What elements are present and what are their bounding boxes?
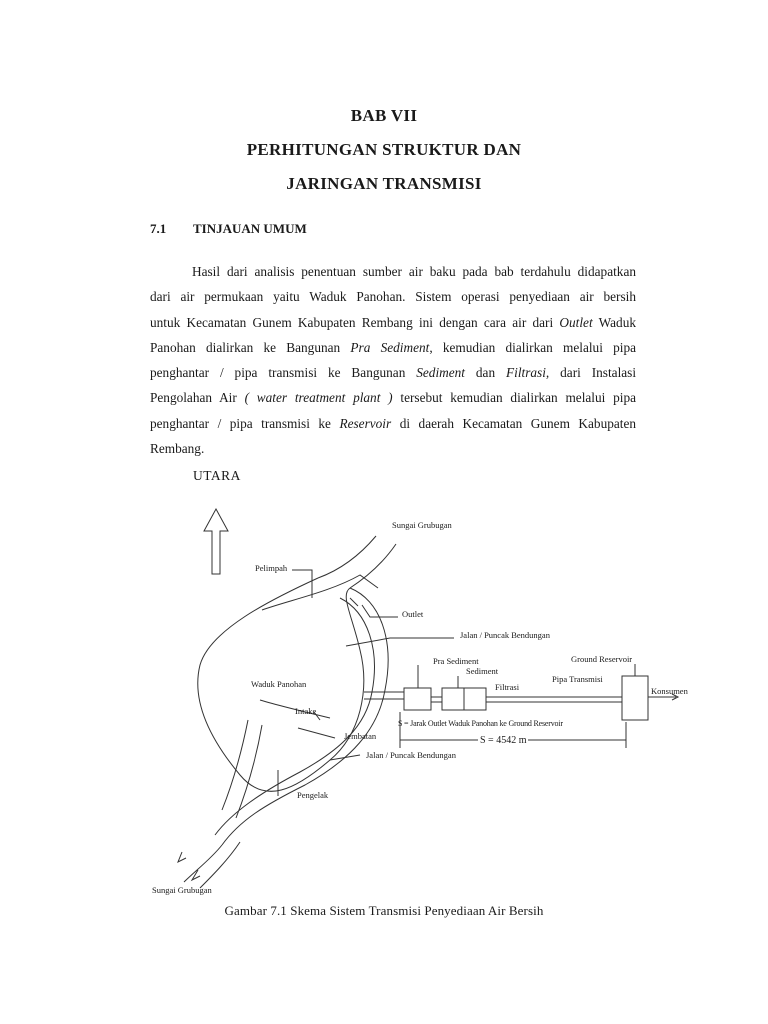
leader-jembatan bbox=[298, 728, 335, 738]
label-pelimpah: Pelimpah bbox=[255, 563, 288, 573]
sediment-box bbox=[442, 688, 464, 710]
label-pengelak: Pengelak bbox=[297, 790, 329, 800]
paragraph-line: penghantar / pipa transmisi ke Reservoir di daerah Kecamatan Gunem Kabupaten bbox=[150, 415, 636, 431]
chapter-title-line-1: PERHITUNGAN STRUKTUR DAN bbox=[246, 140, 522, 159]
section-number: 7.1 bbox=[150, 221, 167, 236]
label-pipa-transmisi: Pipa Transmisi bbox=[552, 674, 603, 684]
label-jembatan: Jembatan bbox=[344, 731, 377, 741]
label-sediment: Sediment bbox=[466, 666, 499, 676]
paragraph-line: Pengolahan Air ( water treatment plant ) tersebut kemudian dialirkan melalui pipa bbox=[150, 390, 636, 406]
north-arrow-icon bbox=[204, 509, 228, 574]
paragraph-line: Hasil dari analisis penentuan sumber air baku pada bab terdahulu didapatkan bbox=[192, 264, 636, 279]
paragraph-line: Rembang. bbox=[150, 441, 205, 457]
emphasis-text: Outlet bbox=[559, 314, 593, 330]
paragraph-line: Panohan dialirkan ke Bangunan Pra Sediment, kemudian dialirkan melalui pipa bbox=[150, 339, 636, 355]
paragraph-line: untuk Kecamatan Gunem Kabupaten Rembang ini dengan cara air dari Outlet Waduk bbox=[150, 314, 636, 330]
paragraph-line: penghantar / pipa transmisi ke Bangunan Sediment dan Filtrasi, dari Instalasi bbox=[150, 365, 636, 381]
north-label: UTARA bbox=[193, 468, 241, 483]
river-top-bank bbox=[350, 544, 396, 588]
label-sungai-top: Sungai Grubugan bbox=[392, 520, 452, 530]
river-bottom-bank bbox=[200, 842, 240, 888]
label-distance: S = 4542 m bbox=[480, 735, 527, 746]
leader-outlet bbox=[362, 605, 398, 617]
leader-pelimpah bbox=[292, 570, 312, 598]
label-intake: Intake bbox=[295, 706, 317, 716]
label-filtrasi: Filtrasi bbox=[495, 682, 520, 692]
section-title: TINJAUAN UMUM bbox=[193, 221, 307, 236]
river-top bbox=[318, 536, 376, 578]
transmission-pipe bbox=[486, 697, 622, 702]
outlet-channel bbox=[350, 598, 358, 606]
label-jarak-note: S = Jarak Outlet Waduk Panohan ke Ground Reservoir bbox=[398, 719, 563, 728]
label-konsumen: Konsumen bbox=[651, 686, 688, 696]
ground-reservoir-box bbox=[622, 676, 648, 720]
paragraph-line: dari air permukaan yaitu Waduk Panohan. Sistem operasi penyediaan air bersih bbox=[150, 289, 636, 305]
filtration-box bbox=[464, 688, 486, 710]
label-ground-reservoir: Ground Reservoir bbox=[571, 654, 633, 664]
emphasis-text: Sediment bbox=[416, 365, 465, 381]
chapter-heading: BAB VII bbox=[350, 106, 418, 125]
pra-sediment-box bbox=[404, 688, 431, 710]
label-waduk: Waduk Panohan bbox=[251, 679, 307, 689]
label-jalan-bottom: Jalan / Puncak Bendungan bbox=[366, 750, 456, 760]
emphasis-text: Pra Sediment bbox=[350, 339, 430, 355]
river-bottom bbox=[184, 845, 222, 882]
label-jalan-top: Jalan / Puncak Bendungan bbox=[460, 630, 550, 640]
emphasis-text: Filtrasi, bbox=[506, 365, 550, 381]
label-sungai-bottom: Sungai Grubugan bbox=[152, 885, 212, 895]
label-pra-sediment: Pra Sediment bbox=[433, 656, 479, 666]
inner-channel-2 bbox=[236, 725, 262, 818]
label-outlet: Outlet bbox=[402, 609, 424, 619]
dam-crest-inner bbox=[215, 598, 377, 835]
chapter-title-line-2: JARINGAN TRANSMISI bbox=[286, 174, 482, 193]
figure-caption: Gambar 7.1 Skema Sistem Transmisi Penyediaan Air Bersih bbox=[224, 903, 544, 918]
emphasis-text: Reservoir bbox=[339, 415, 392, 431]
emphasis-text: ( water treatment plant ) bbox=[244, 390, 393, 406]
leader-jalan-top bbox=[346, 638, 454, 646]
